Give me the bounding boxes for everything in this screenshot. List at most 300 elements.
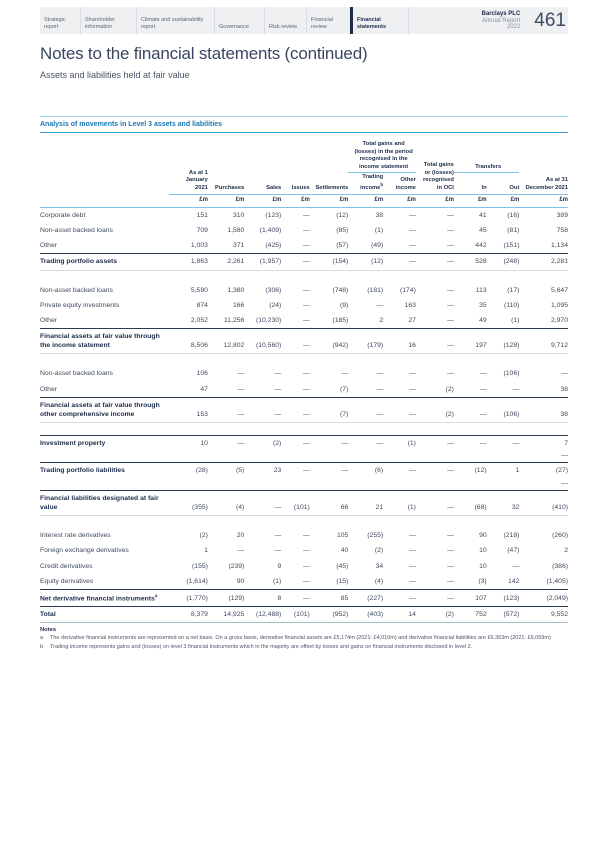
cell-value: — — [416, 436, 454, 452]
cell-value: — — [487, 436, 520, 452]
table-row — [40, 238, 568, 254]
cell-value: (403) — [348, 607, 383, 623]
cell-value: (45) — [336, 562, 349, 570]
cell-value: — — [447, 547, 454, 555]
cell-value: 8,506 — [169, 329, 208, 354]
cell-value: — — [447, 211, 454, 219]
cell-value: (1,770) — [169, 589, 208, 606]
cell-value: — — [409, 532, 416, 540]
cell-value — [169, 451, 208, 463]
cell-value: (49) — [371, 242, 384, 250]
row-label: Credit derivatives — [40, 562, 93, 570]
cell-value: (28) — [169, 463, 208, 479]
table-row — [40, 559, 568, 574]
cell-value: — — [447, 286, 454, 294]
cell-value: — — [237, 547, 245, 555]
cell-value: (7) — [340, 385, 349, 393]
table-row — [40, 382, 568, 398]
col-header-opening: As at 1 January 2021 — [185, 169, 208, 191]
cell-value — [244, 479, 281, 491]
cell-value: 1,095 — [550, 301, 568, 309]
unit-label: £m — [281, 195, 310, 208]
row-label: Other — [40, 316, 57, 324]
row-label: Financial assets at fair value through the income statement — [40, 329, 169, 354]
cell-value — [310, 479, 349, 491]
row-label: Net derivative financial instruments$^a$ — [40, 589, 169, 606]
cell-value: (260) — [552, 532, 568, 540]
cell-value: (2) — [445, 385, 454, 393]
nav-tab-label: Financial review — [311, 16, 334, 30]
cell-value: 1 — [487, 463, 520, 479]
cell-value: 66 — [310, 490, 349, 515]
nav-tab-governance[interactable] — [214, 7, 264, 34]
cell-value — [244, 451, 281, 463]
cell-value: — — [302, 316, 310, 324]
cell-value: 23 — [244, 463, 281, 479]
cell-value: 166 — [232, 301, 245, 309]
cell-value: 40 — [340, 547, 349, 555]
cell-value — [487, 451, 520, 463]
cell-value: (2) — [416, 397, 454, 422]
cell-value: — — [208, 436, 244, 452]
cell-value: 21 — [348, 490, 383, 515]
cell-value: 38 — [375, 211, 384, 219]
cell-value: 49 — [479, 316, 487, 324]
cell-value: (4) — [208, 490, 244, 515]
cell-value: — — [409, 547, 416, 555]
nav-tab-risk-review[interactable] — [264, 7, 306, 34]
nav-tab-financial-statements[interactable] — [350, 7, 408, 34]
cell-value: — — [416, 254, 454, 270]
cell-value: — — [281, 589, 310, 606]
cell-value — [208, 451, 244, 463]
cell-value: 197 — [454, 329, 487, 354]
cell-value: — — [447, 577, 454, 585]
unit-label: £m — [454, 195, 487, 208]
cell-value: (68) — [454, 490, 487, 515]
brand-report-year: Annual Report 2022 — [481, 18, 521, 30]
row-label: Equity derivatives — [40, 577, 94, 585]
cell-value: 10 — [479, 547, 487, 555]
cell-value: 90 — [479, 532, 487, 540]
cell-value: 20 — [236, 532, 245, 540]
cell-value: — — [341, 370, 349, 378]
cell-value: (2) — [416, 607, 454, 623]
cell-value: (128) — [487, 329, 520, 354]
cell-value: 16 — [383, 329, 416, 354]
cell-value: 310 — [232, 211, 245, 219]
cell-value: 90 — [236, 577, 245, 585]
row-label — [40, 451, 169, 463]
cell-value: 151 — [196, 211, 208, 219]
cell-value: (2) — [199, 532, 208, 540]
cell-value: 1,380 — [227, 286, 245, 294]
cell-value: (386) — [552, 562, 568, 570]
cell-value: (12) — [348, 254, 383, 270]
table-row — [40, 397, 568, 422]
cell-value: (12) — [454, 463, 487, 479]
cell-value: 8,379 — [169, 607, 208, 623]
nav-tab-financial-review[interactable] — [306, 7, 350, 34]
cell-value: — — [281, 463, 310, 479]
unit-label: £m — [169, 195, 208, 208]
cell-value: 107 — [454, 589, 487, 606]
cell-value: 874 — [196, 301, 208, 309]
table-row — [40, 298, 568, 313]
row-label — [40, 479, 169, 491]
unit-label: £m — [310, 195, 349, 208]
unit-label: £m — [383, 195, 416, 208]
header-label-spacer — [40, 134, 169, 195]
table-row — [40, 574, 568, 590]
row-label: Non-asset backed loans — [40, 370, 113, 378]
notes-section — [40, 627, 568, 651]
cell-value: (1) — [383, 490, 416, 515]
cell-value: — — [376, 385, 384, 393]
cell-value: 2,261 — [208, 254, 244, 270]
cell-value: (1) — [511, 316, 520, 324]
row-label: Corporate debt — [40, 211, 86, 219]
cell-value: 709 — [196, 227, 208, 235]
cell-value: (7) — [310, 397, 349, 422]
col-header-sales: Sales — [266, 184, 282, 191]
nav-tab-label: Shareholder information — [85, 16, 115, 30]
nav-tab-label: Governance — [219, 23, 249, 30]
cell-value: — — [244, 397, 281, 422]
cell-value: — — [302, 370, 310, 378]
cell-value: — — [383, 589, 416, 606]
unit-label: £m — [487, 195, 520, 208]
cell-value: (24) — [269, 301, 282, 309]
cell-value: (218) — [503, 532, 520, 540]
cell-value: 105 — [336, 532, 349, 540]
cell-value: 528 — [454, 254, 487, 270]
col-header-closing: As at 31 December 2021 — [525, 177, 568, 191]
cell-value: (355) — [169, 490, 208, 515]
cell-value: 9,552 — [519, 607, 568, 623]
cell-value: 27 — [408, 316, 416, 324]
cell-value: — — [281, 397, 310, 422]
cell-value: (85) — [336, 227, 349, 235]
cell-value: — — [447, 532, 454, 540]
cell-value: (1,957) — [244, 254, 281, 270]
cell-value: (57) — [336, 242, 349, 250]
cell-value: — — [302, 301, 310, 309]
nav-tab-strategic-report[interactable] — [40, 7, 80, 34]
cell-value: (12) — [336, 211, 349, 219]
nav-tab-label: Strategic report — [44, 16, 66, 30]
cell-value: 5,647 — [550, 286, 568, 294]
cell-value: (10,560) — [244, 329, 281, 354]
row-label: Financial liabilities designated at fair value — [40, 490, 169, 515]
cell-value: (952) — [310, 607, 349, 623]
table-row — [40, 270, 568, 283]
cell-value: (123) — [487, 589, 520, 606]
nav-tab-label: Financial statements — [357, 16, 387, 30]
table-row — [40, 283, 568, 298]
cell-value: (154) — [310, 254, 349, 270]
cell-value: — — [416, 589, 454, 606]
cell-value: 11,256 — [224, 316, 245, 324]
cell-value: — — [348, 397, 383, 422]
col-header-oci: Total gains or (losses) recognised in OCI — [422, 161, 454, 191]
cell-value: 153 — [169, 397, 208, 422]
table-row — [40, 607, 568, 623]
row-label: Financial assets at fair value through other comprehensive income — [40, 397, 169, 422]
cell-value: — — [383, 397, 416, 422]
row-label: Other — [40, 242, 57, 250]
group-header-income-statement: Total gains and (losses) in the period recognised in the income statement — [348, 134, 416, 173]
table-row — [40, 516, 568, 529]
cell-value — [310, 451, 349, 463]
cell-value: — — [376, 370, 384, 378]
cell-value: — — [274, 370, 282, 378]
table-row — [40, 354, 568, 367]
cell-value: — — [376, 301, 384, 309]
table-body — [40, 207, 568, 623]
cell-value: (3) — [478, 577, 487, 585]
cell-value: (17) — [507, 286, 520, 294]
cell-value: — — [237, 385, 245, 393]
cell-value: — — [409, 370, 416, 378]
note-a — [40, 634, 568, 642]
nav-tab-shareholder-information[interactable] — [80, 7, 136, 34]
cell-value: — — [512, 385, 520, 393]
cell-value: (9) — [340, 301, 349, 309]
cell-value: — — [302, 562, 310, 570]
cell-value: (942) — [310, 329, 349, 354]
cell-value — [454, 479, 487, 491]
cell-value: (248) — [487, 254, 520, 270]
cell-value — [281, 451, 310, 463]
table-row — [40, 543, 568, 558]
cell-value: 2 — [564, 547, 568, 555]
row-label: Investment property — [40, 436, 169, 452]
cell-value: 10 — [169, 436, 208, 452]
cell-value: 38 — [519, 397, 568, 422]
table-row — [40, 589, 568, 606]
cell-value: 2,281 — [519, 254, 568, 270]
cell-value: — — [281, 254, 310, 270]
cell-value: 1,580 — [227, 227, 245, 235]
cell-value — [416, 479, 454, 491]
cell-value: — — [561, 370, 568, 378]
nav-tab-climate-sustainability[interactable] — [136, 7, 214, 34]
cell-value: — — [274, 532, 282, 540]
cell-value: (179) — [348, 329, 383, 354]
note-b — [40, 643, 568, 651]
table-title: Analysis of movements in Level 3 assets and liabilities — [40, 116, 568, 133]
cell-value: (239) — [228, 562, 245, 570]
cell-value: — — [302, 242, 310, 250]
cell-value: 32 — [487, 490, 520, 515]
cell-value: — — [237, 370, 245, 378]
cell-value: — — [208, 397, 244, 422]
cell-value: (151) — [503, 242, 520, 250]
row-label: Foreign exchange derivatives — [40, 547, 129, 555]
cell-value: (6) — [348, 463, 383, 479]
unit-label: £m — [244, 195, 281, 208]
note-text: The derivative financial instruments are represented on a net basis. On a gross basis, derivative financial assets are £5,174m (2021: £4,010m) and derivative financial liabilities are £6,363m (2021: £6,059m) — [50, 635, 551, 642]
cell-value: — — [244, 490, 281, 515]
cell-value: 9,712 — [519, 329, 568, 354]
cell-value: — — [447, 227, 454, 235]
cell-value: 2 — [379, 316, 384, 324]
cell-value: — — [302, 577, 310, 585]
cell-value: — — [302, 532, 310, 540]
row-label: Other — [40, 385, 57, 393]
cell-value: — — [409, 242, 416, 250]
cell-value — [169, 479, 208, 491]
page-content — [40, 7, 568, 651]
cell-value: — — [479, 370, 487, 378]
cell-value: — — [454, 397, 487, 422]
note-marker: a — [40, 635, 44, 642]
col-header-purchases: Purchases — [215, 184, 245, 191]
cell-value: (1) — [374, 227, 384, 235]
cell-value: (174) — [400, 286, 416, 294]
cell-value: (748) — [332, 286, 349, 294]
cell-value: (110) — [504, 301, 520, 309]
cell-value: — — [310, 436, 349, 452]
cell-value: (2) — [244, 436, 281, 452]
cell-value: (2,049) — [519, 589, 568, 606]
cell-value: 1,863 — [169, 254, 208, 270]
brand-block — [408, 7, 526, 34]
row-label: Interest rate derivatives — [40, 532, 111, 540]
brand-name: Barclays PLC — [481, 11, 521, 17]
cell-value: — — [348, 436, 383, 452]
nav-tab-label: Climate and sustainability report — [141, 16, 204, 30]
cell-value: — — [302, 227, 310, 235]
cell-value: 41 — [479, 211, 487, 219]
note-ref-b: b — [380, 181, 384, 187]
cell-value: — — [447, 316, 454, 324]
cell-value: — — [561, 452, 568, 460]
unit-label: £m — [416, 195, 454, 208]
page-title: Notes to the financial statements (continued) — [40, 44, 368, 63]
row-label: Non-asset backed loans — [40, 286, 113, 294]
cell-value: (1,405) — [546, 577, 568, 585]
cell-value: — — [281, 329, 310, 354]
cell-value — [208, 479, 244, 491]
cell-value: (572) — [487, 607, 520, 623]
cell-value: (101) — [281, 607, 310, 623]
cell-value: 1,134 — [550, 242, 568, 250]
cell-value: — — [409, 385, 416, 393]
unit-label: £m — [519, 195, 568, 208]
table-row — [40, 451, 568, 463]
cell-value: 1 — [204, 547, 208, 555]
col-header-other-income: Other income — [395, 177, 416, 191]
cell-value: (1) — [272, 577, 282, 585]
cell-value: — — [302, 286, 310, 294]
cell-value: — — [302, 547, 310, 555]
cell-value — [348, 451, 383, 463]
cell-value: 35 — [479, 301, 487, 309]
cell-value: 1,003 — [190, 242, 208, 250]
cell-value: — — [302, 211, 310, 219]
table-row — [40, 490, 568, 515]
col-header-issues: Issues — [291, 184, 310, 191]
cell-value: (27) — [519, 463, 568, 479]
cell-value: 14 — [383, 607, 416, 623]
cell-value: (255) — [367, 532, 384, 540]
cell-value — [487, 479, 520, 491]
table-header — [40, 134, 568, 207]
cell-value: (185) — [332, 316, 349, 324]
level3-movements-table — [40, 134, 568, 623]
cell-value: 8 — [244, 589, 281, 606]
cell-value: — — [447, 562, 454, 570]
cell-value: — — [302, 385, 310, 393]
col-header-transfers-in: In — [481, 184, 487, 191]
cell-value: (16) — [507, 211, 520, 219]
cell-value: 2,970 — [550, 316, 568, 324]
group-header-transfers: Transfers — [454, 134, 519, 173]
cell-value: (1,409) — [259, 227, 282, 235]
cell-value — [383, 451, 416, 463]
table-row — [40, 463, 568, 479]
cell-value: — — [310, 463, 349, 479]
col-header-trading-income-label: Trading income — [360, 174, 384, 191]
cell-value: 106 — [196, 370, 208, 378]
col-header-transfers-out: Out — [509, 184, 520, 191]
cell-value: — — [454, 436, 487, 452]
table-row — [40, 528, 568, 543]
cell-value: — — [447, 242, 454, 250]
cell-value: — — [409, 562, 416, 570]
cell-value: (1) — [383, 436, 416, 452]
cell-value: — — [409, 211, 416, 219]
table-row — [40, 313, 568, 329]
row-label: Trading portfolio assets — [40, 254, 169, 270]
cell-value: 47 — [200, 385, 208, 393]
table-row — [40, 436, 568, 452]
cell-value: 38 — [560, 385, 568, 393]
cell-value: 5,580 — [190, 286, 208, 294]
note-ref-a: a — [154, 592, 158, 598]
col-header-trading-income — [348, 173, 383, 195]
cell-value: (155) — [192, 562, 208, 570]
cell-value — [454, 451, 487, 463]
cell-value: — — [274, 547, 282, 555]
cell-value: (106) — [487, 397, 520, 422]
cell-value: 85 — [310, 589, 349, 606]
cell-value: (81) — [507, 227, 520, 235]
top-nav — [40, 7, 568, 34]
cell-value: — — [409, 577, 416, 585]
cell-value: 14,925 — [208, 607, 244, 623]
cell-value: (181) — [367, 286, 384, 294]
table-row — [40, 479, 568, 491]
cell-value: 758 — [556, 227, 568, 235]
row-label: Trading portfolio liabilities — [40, 463, 169, 479]
cell-value: — — [409, 227, 416, 235]
cell-value: 7 — [519, 436, 568, 452]
cell-value: (15) — [336, 577, 349, 585]
cell-value: (306) — [265, 286, 282, 294]
table-row — [40, 366, 568, 381]
row-label: Non-asset backed loans — [40, 227, 113, 235]
cell-value: — — [512, 562, 520, 570]
cell-value: (10,230) — [255, 316, 282, 324]
cell-value: 442 — [475, 242, 487, 250]
cell-value: 371 — [232, 242, 245, 250]
cell-value: (1,614) — [186, 577, 208, 585]
cell-value: — — [447, 370, 454, 378]
cell-value: (106) — [503, 370, 520, 378]
